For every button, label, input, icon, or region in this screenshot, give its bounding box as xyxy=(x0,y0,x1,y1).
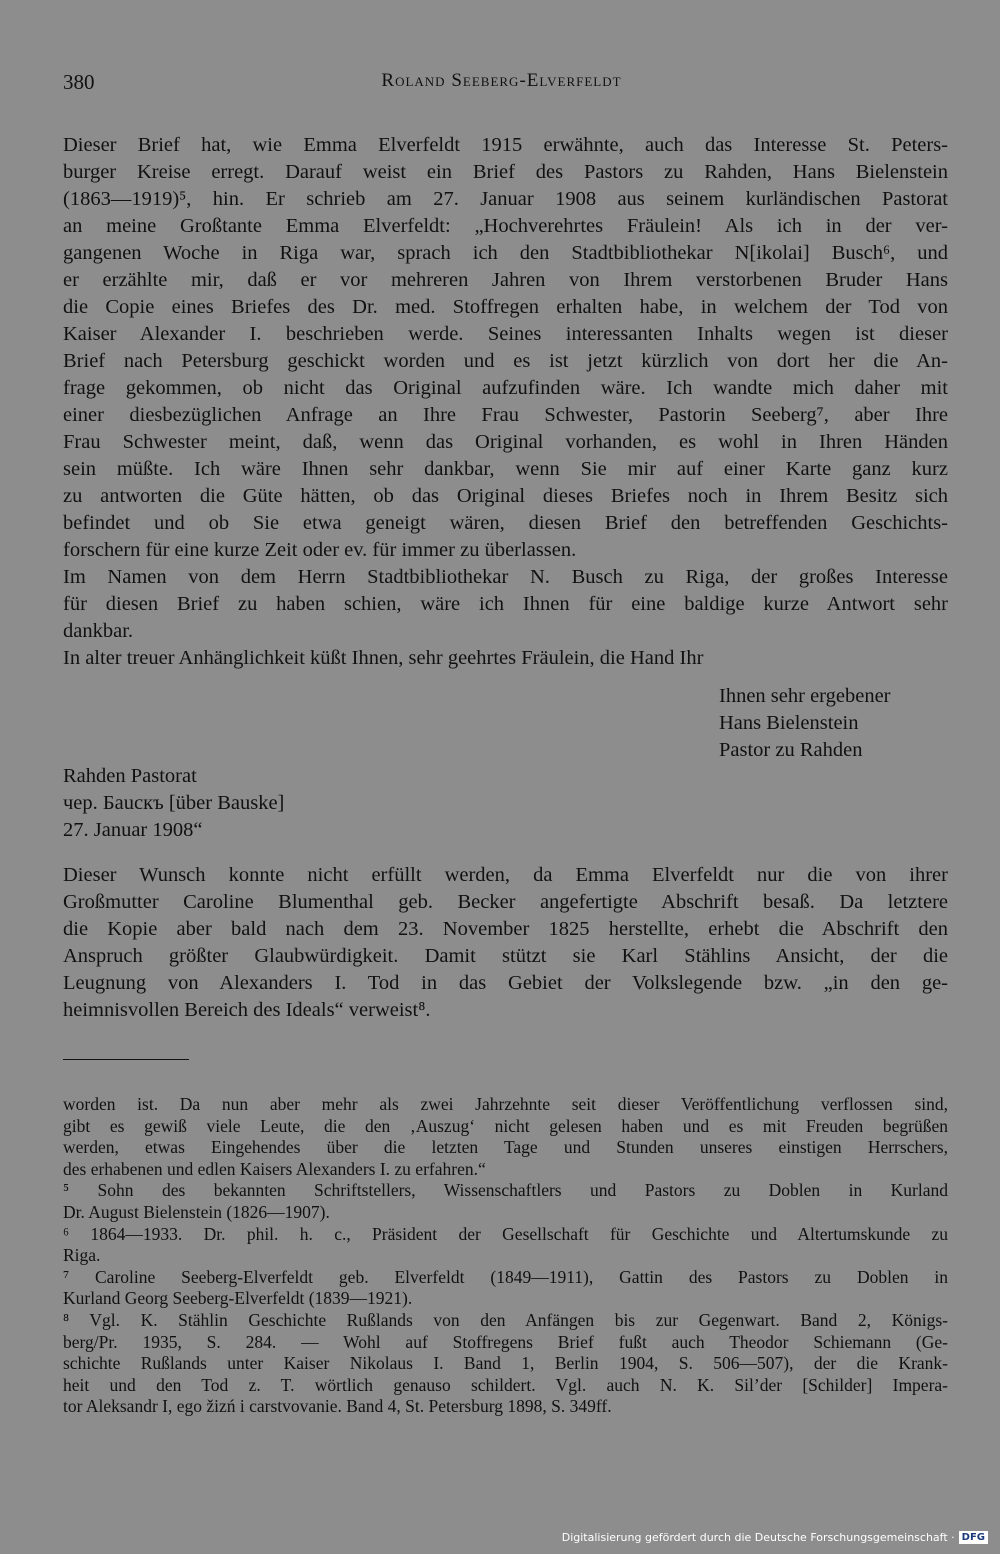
body-line: einer diesbezüglichen Anfrage an Ihre Frau Schwester, Pastorin Seeberg⁷, aber Ihre xyxy=(63,404,948,426)
footnote-line: ⁵ Sohn des bekannten Schriftstellers, Wissenschaftlers und Pastors zu Doblen in Kurland xyxy=(63,1180,948,1201)
body-line: Im Namen von dem Herrn Stadtbibliothekar N. Busch zu Riga, der großes Interesse xyxy=(63,566,948,588)
dfg-credit xyxy=(562,1531,988,1544)
footnote-line: Kurland Georg Seeberg-Elverfeldt (1839—1921). xyxy=(63,1288,413,1309)
footnote-line: berg/Pr. 1935, S. 284. — Wohl auf Stoffregens Brief fußt auch Theodor Schiemann (Ge- xyxy=(63,1331,948,1352)
place-date-line: чер. Бauскъ [über Bauske] xyxy=(63,792,285,814)
body-line: sein müßte. Ich wäre Ihnen sehr dankbar, wenn Sie mir auf einer Karte ganz kurz xyxy=(63,458,948,480)
body-line: gangenen Woche in Riga war, sprach ich den Stadtbibliothekar N[ikolai] Busch⁶, und xyxy=(63,242,948,264)
body-line: Brief nach Petersburg geschickt worden und es ist jetzt kürzlich von dort her die An- xyxy=(63,350,948,372)
body-line: für diesen Brief zu haben schien, wäre ich Ihnen für eine baldige kurze Antwort sehr xyxy=(63,593,948,615)
signature-block xyxy=(719,683,959,764)
footnote-line: werden, etwas Eingehendes über die letzten Tage und Stunden unseres einstigen Herrschers, xyxy=(63,1137,948,1158)
body-line: heimnisvollen Bereich des Ideals“ verweist⁸. xyxy=(63,999,431,1021)
footnote-separator xyxy=(63,1059,189,1060)
body-line: befindet und ob Sie etwa geneigt wären, diesen Brief den betreffenden Geschichts- xyxy=(63,512,948,534)
footnote-line: ⁶ 1864—1933. Dr. phil. h. c., Präsident der Gesellschaft für Geschichte und Altertumskunde zu xyxy=(63,1223,948,1244)
body-line: Frau Schwester meint, daß, wenn das Original vorhanden, es wohl in Ihren Händen xyxy=(63,431,948,453)
body-line: (1863—1919)⁵, hin. Er schrieb am 27. Januar 1908 aus seinem kurländischen Pastorat xyxy=(63,188,948,210)
footnote-line: ⁸ Vgl. K. Stählin Geschichte Rußlands von den Anfängen bis zur Gegenwart. Band 2, Königs- xyxy=(63,1309,948,1330)
signature-line: Pastor zu Rahden xyxy=(719,739,863,761)
body-line: an meine Großtante Emma Elverfeldt: „Hochverehrtes Fräulein! Als ich in der ver- xyxy=(63,215,948,237)
page-number: 380 xyxy=(63,70,95,94)
footnote-line: ⁷ Caroline Seeberg-Elverfeldt geb. Elverfeldt (1849—1911), Gattin des Pastors zu Doblen in xyxy=(63,1266,948,1287)
footnote-line: des erhabenen und edlen Kaisers Alexanders I. zu erfahren.“ xyxy=(63,1158,486,1179)
body-line: Dieser Wunsch konnte nicht erfüllt werden, da Emma Elverfeldt nur die von ihrer xyxy=(63,864,948,886)
footnote-line: schichte Rußlands unter Kaiser Nikolaus I. Band 1, Berlin 1904, S. 506—507), der die Krank- xyxy=(63,1353,948,1374)
body-line: zu antworten die Güte hätten, ob das Original dieses Briefes noch in Ihrem Besitz sich xyxy=(63,485,948,507)
body-line: Kaiser Alexander I. beschrieben werde. Seines interessanten Inhalts wegen ist dieser xyxy=(63,323,948,345)
footnote-line: gibt es gewiß viele Leute, die den ‚Auszug‘ nicht gelesen haben und es mit Freuden begrüßen xyxy=(63,1115,948,1136)
body-line: forschern für eine kurze Zeit oder ev. für immer zu überlassen. xyxy=(63,539,577,561)
place-date-block xyxy=(63,763,948,844)
body-line: die Copie eines Briefes des Dr. med. Stoffregen erhalten habe, in welchem der Tod von xyxy=(63,296,948,318)
body-line: burger Kreise erregt. Darauf weist ein Brief des Pastors zu Rahden, Hans Bielenstein xyxy=(63,161,948,183)
dfg-logo-icon: DFG xyxy=(959,1531,988,1544)
body-line: In alter treuer Anhänglichkeit küßt Ihnen, sehr geehrtes Fräulein, die Hand Ihr xyxy=(63,647,704,669)
page-header xyxy=(63,70,940,100)
place-date-line: Rahden Pastorat xyxy=(63,765,197,787)
body-line: er erzählte mir, daß er vor mehreren Jahren von Ihrem verstorbenen Bruder Hans xyxy=(63,269,948,291)
body-line: Großmutter Caroline Blumenthal geb. Becker angefertigte Abschrift besaß. Da letztere xyxy=(63,891,948,913)
place-date-line: 27. Januar 1908“ xyxy=(63,819,203,841)
body-line: dankbar. xyxy=(63,620,134,642)
body-line: Anspruch größter Glaubwürdigkeit. Damit stützt sie Karl Stählins Ansicht, der die xyxy=(63,945,948,967)
credit-text: Digitalisierung gefördert durch die Deutsche Forschungsgemeinschaft · xyxy=(561,1531,955,1544)
signature-line: Ihnen sehr ergebener xyxy=(719,685,891,707)
footnotes xyxy=(63,1094,948,1418)
running-head: Roland Seeberg-Elverfeldt xyxy=(381,70,622,91)
footnote-line: heit und den Tod z. T. wörtlich genauso schildert. Vgl. auch N. K. Sil’der [Schilder] Impera- xyxy=(63,1374,948,1395)
body-line: die Kopie aber bald nach dem 23. November 1825 herstellte, erhebt die Abschrift den xyxy=(63,918,948,940)
footnote-line: tor Aleksandr I, ego žizń i carstvovanie. Band 4, St. Petersburg 1898, S. 349ff. xyxy=(63,1396,612,1417)
commentary-body xyxy=(63,862,948,1024)
body-line: frage gekommen, ob nicht das Original aufzufinden wäre. Ich wandte mich daher mit xyxy=(63,377,948,399)
letter-body xyxy=(63,132,948,672)
footnote-line: Riga. xyxy=(63,1245,101,1266)
body-line: Dieser Brief hat, wie Emma Elverfeldt 1915 erwähnte, auch das Interesse St. Peters- xyxy=(63,134,948,156)
body-line: Leugnung von Alexanders I. Tod in das Gebiet der Volkslegende bzw. „in den ge- xyxy=(63,972,948,994)
footnote-line: Dr. August Bielenstein (1826—1907). xyxy=(63,1201,330,1222)
footnote-line: worden ist. Da nun aber mehr als zwei Jahrzehnte seit dieser Veröffentlichung verflossen sind, xyxy=(63,1094,948,1114)
signature-line: Hans Bielenstein xyxy=(719,712,859,734)
